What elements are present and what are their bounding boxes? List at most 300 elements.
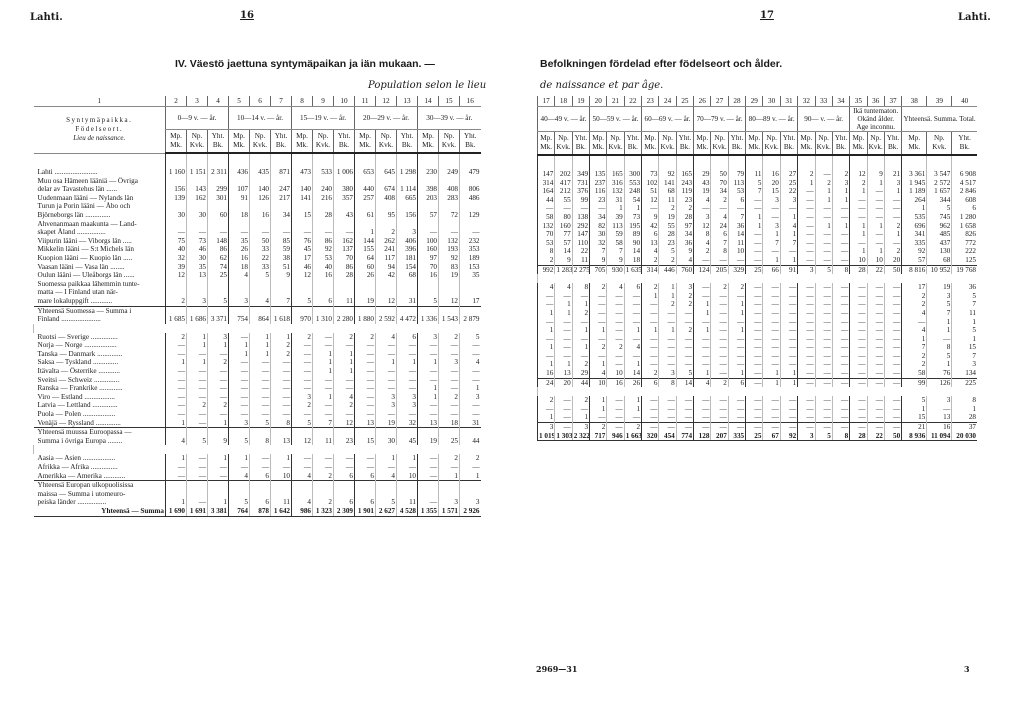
table-row <box>538 300 978 309</box>
table-cell: 7 <box>746 187 763 196</box>
table-row <box>34 333 481 342</box>
table-cell: 353 <box>460 245 481 254</box>
table-cell: 3 <box>676 283 693 292</box>
table-cell: 1 <box>659 326 676 335</box>
table-cell: 12 <box>694 222 711 231</box>
table-cell: — <box>867 326 884 335</box>
table-row <box>538 318 978 327</box>
column-number: 15 <box>439 96 460 107</box>
table-cell: — <box>250 367 271 376</box>
table-cell: 2 592 <box>376 306 397 324</box>
table-cell: — <box>659 360 676 369</box>
table-cell: 29 <box>694 155 711 179</box>
table-cell: 19 <box>376 419 397 428</box>
table-cell: 2 <box>572 396 589 405</box>
table-cell: 46 <box>187 245 208 254</box>
table-cell: — <box>166 401 187 410</box>
table-cell: 2 <box>313 472 334 481</box>
table-cell: — <box>659 309 676 318</box>
table-cell: — <box>850 300 867 309</box>
table-cell: — <box>397 384 418 393</box>
table-cell: 11 <box>952 309 977 318</box>
table-cell: 5 <box>927 300 952 309</box>
table-cell: 864 <box>250 306 271 324</box>
table-cell: 13 <box>555 369 572 378</box>
table-cell: 39 <box>166 263 187 272</box>
table-cell: 8 <box>927 343 952 352</box>
stub-label-fi: Syntymäpaikka. <box>66 116 133 125</box>
table-cell: 247 <box>271 177 292 194</box>
table-cell: 1 <box>166 358 187 367</box>
table-cell: 53 <box>728 187 745 196</box>
table-cell: — <box>376 384 397 393</box>
table-cell: 1 <box>746 222 763 231</box>
table-cell: 16 <box>763 155 780 179</box>
column-number: 37 <box>884 96 901 107</box>
table-cell: 5 <box>902 396 927 405</box>
table-cell: — <box>676 309 693 318</box>
table-cell: 3 <box>884 179 901 188</box>
table-cell: — <box>355 393 376 402</box>
table-cell: — <box>850 352 867 361</box>
table-cell: 33 <box>250 263 271 272</box>
row-label: Venäjä — Ryssland .............. <box>37 418 121 427</box>
table-cell: 28 <box>676 213 693 222</box>
table-cell: 25 <box>780 179 797 188</box>
table-cell: 2 <box>676 300 693 309</box>
table-cell: 3 <box>694 213 711 222</box>
table-cell: — <box>642 396 659 405</box>
table-cell: — <box>271 220 292 237</box>
table-cell: 76 <box>292 237 313 246</box>
table-row <box>34 358 481 367</box>
table-cell: 26 <box>355 271 376 280</box>
spacer-cell <box>34 445 481 454</box>
table-cell: 36 <box>676 239 693 248</box>
table-cell: 2 <box>187 401 208 410</box>
table-cell: 3 <box>376 393 397 402</box>
table-cell: 645 <box>376 153 397 177</box>
age-group-header: Yhteensä. Summa. Total. <box>902 107 977 132</box>
table-cell: 16 <box>229 254 250 263</box>
sheet-number: 3 <box>964 664 970 674</box>
table-cell: — <box>694 405 711 414</box>
table-cell: 99 <box>902 378 927 387</box>
table-row <box>538 292 978 301</box>
table-cell: — <box>711 405 728 414</box>
table-cell: 46 <box>292 263 313 272</box>
table-cell: 329 <box>728 265 745 274</box>
table-cell: 203 <box>418 194 439 203</box>
table-cell: 58 <box>538 213 555 222</box>
table-cell: 300 <box>624 155 641 179</box>
table-cell: — <box>590 300 607 309</box>
row-label: Mikkelin lääni — S:t Michels län <box>37 245 134 254</box>
table-cell: 4 <box>166 428 187 446</box>
table-cell: 7 <box>711 239 728 248</box>
table-row <box>34 306 481 324</box>
table-cell: — <box>832 309 849 318</box>
table-cell: 4 <box>902 309 927 318</box>
table-cell: — <box>884 405 901 414</box>
table-cell: 10 <box>590 378 607 387</box>
table-cell: — <box>538 318 555 327</box>
table-cell: 1 114 <box>397 177 418 194</box>
table-cell: — <box>271 401 292 410</box>
table-cell: 25 <box>208 271 229 280</box>
table-cell: — <box>815 292 832 301</box>
table-cell: — <box>418 367 439 376</box>
table-cell: 3 <box>659 369 676 378</box>
table-cell: — <box>798 196 815 205</box>
table-cell: — <box>572 318 589 327</box>
table-cell: 745 <box>927 213 952 222</box>
table-cell: — <box>815 256 832 265</box>
table-cell: — <box>728 352 745 361</box>
column-number: 5 <box>229 96 250 107</box>
table-cell: — <box>607 309 624 318</box>
table-cell: 1 298 <box>397 153 418 177</box>
table-row <box>538 309 978 318</box>
table-cell: — <box>460 376 481 385</box>
column-number: 7 <box>271 96 292 107</box>
table-cell: 16 <box>607 378 624 387</box>
table-cell: 1 <box>642 326 659 335</box>
table-cell: 156 <box>166 177 187 194</box>
table-cell: 34 <box>590 213 607 222</box>
table-cell: — <box>250 401 271 410</box>
table-row <box>34 481 481 507</box>
table-cell: — <box>166 472 187 481</box>
table-cell: 1 <box>607 204 624 213</box>
table-cell: — <box>746 256 763 265</box>
table-cell: 35 <box>229 237 250 246</box>
table-cell: — <box>850 396 867 405</box>
table-cell: — <box>884 213 901 222</box>
table-cell: 6 <box>355 472 376 481</box>
table-cell: 1 <box>850 247 867 256</box>
table-cell: 1 <box>250 350 271 359</box>
table-cell: — <box>746 396 763 405</box>
table-cell: — <box>832 343 849 352</box>
table-cell: 129 <box>460 202 481 219</box>
table-cell: 6 <box>952 204 977 213</box>
table-cell: 132 <box>607 187 624 196</box>
row-label: Kuopion lääni — Kuopio län ..... <box>37 253 133 262</box>
table-cell: 92 <box>780 432 797 441</box>
table-cell: 12 <box>166 271 187 280</box>
table-cell: 32 <box>397 419 418 428</box>
table-cell: — <box>229 333 250 342</box>
table-cell: 110 <box>572 239 589 248</box>
table-cell: 3 361 <box>902 155 927 179</box>
table-cell: — <box>884 196 901 205</box>
table-cell: 28 <box>850 432 867 441</box>
table-cell: — <box>832 360 849 369</box>
table-cell: — <box>728 256 745 265</box>
table-row <box>34 401 481 410</box>
table-cell: — <box>642 318 659 327</box>
table-cell: 141 <box>292 194 313 203</box>
table-cell: — <box>659 335 676 344</box>
table-row <box>538 187 978 196</box>
sex-header: Np. Kvk. <box>187 130 208 154</box>
table-cell: 107 <box>229 177 250 194</box>
table-cell: — <box>187 454 208 463</box>
table-cell: 8 <box>659 378 676 387</box>
table-cell: — <box>746 343 763 352</box>
table-cell: 2 <box>439 454 460 463</box>
table-cell: 1 <box>780 256 797 265</box>
row-label: Tanska — Danmark .............. <box>37 349 123 358</box>
table-cell: 1 543 <box>439 306 460 324</box>
table-cell: 11 <box>659 196 676 205</box>
table-cell: — <box>746 318 763 327</box>
table-cell: — <box>229 410 250 419</box>
table-cell: 9 <box>555 256 572 265</box>
table-cell: — <box>850 213 867 222</box>
table-cell: — <box>798 318 815 327</box>
table-cell: — <box>798 239 815 248</box>
table-cell: 7 <box>952 300 977 309</box>
table-cell: — <box>292 367 313 376</box>
row-label: Turun ja Porin lääni — Åbo och Björneborgs län .............. <box>37 202 131 219</box>
table-cell: — <box>460 463 481 472</box>
table-cell: 165 <box>676 155 693 179</box>
table-cell: 3 <box>927 292 952 301</box>
table-cell: — <box>728 396 745 405</box>
table-row <box>34 367 481 376</box>
table-cell: 283 <box>439 194 460 203</box>
table-cell: — <box>555 335 572 344</box>
table-cell: — <box>624 309 641 318</box>
table-cell: — <box>229 463 250 472</box>
table-cell: 165 <box>607 155 624 179</box>
table-cell: — <box>746 405 763 414</box>
table-cell: — <box>397 341 418 350</box>
table-cell: — <box>376 410 397 419</box>
table-cell: 1 <box>763 230 780 239</box>
table-cell: 5 <box>229 481 250 507</box>
table-cell: — <box>780 423 797 432</box>
table-cell: — <box>418 463 439 472</box>
table-cell: 3 <box>397 220 418 237</box>
table-cell: 8 <box>538 247 555 256</box>
table-cell: 1 <box>728 369 745 378</box>
table-cell: 26 <box>624 378 641 387</box>
column-number: 32 <box>798 96 815 107</box>
table-cell: 11 <box>572 256 589 265</box>
table-cell: — <box>867 213 884 222</box>
table-cell: 930 <box>607 265 624 274</box>
table-cell: 2 <box>676 326 693 335</box>
table-cell: 5 <box>952 326 977 335</box>
table-cell: 1 663 <box>625 431 642 440</box>
table-cell: 29 <box>572 369 589 378</box>
table-cell: — <box>313 401 334 410</box>
table-cell: 320 <box>642 432 659 441</box>
table-cell: 2 <box>815 179 832 188</box>
table-cell: 1 <box>334 350 355 359</box>
table-cell: 1 <box>555 309 572 318</box>
table-cell: — <box>763 300 780 309</box>
column-number: 18 <box>555 96 572 107</box>
table-row <box>34 263 481 272</box>
table-cell: 717 <box>590 432 607 441</box>
table-cell: — <box>292 454 313 463</box>
table-cell: 1 <box>884 230 901 239</box>
table-cell: 1 <box>208 341 229 350</box>
table-cell: — <box>313 220 334 237</box>
table-cell: 70 <box>711 179 728 188</box>
table-cell: — <box>884 300 901 309</box>
table-cell: — <box>607 352 624 361</box>
table-cell: 7 <box>763 239 780 248</box>
sex-header: Yht. Bk. <box>208 130 229 154</box>
table-cell: — <box>694 396 711 405</box>
table-cell: — <box>250 410 271 419</box>
table-cell: — <box>884 292 901 301</box>
table-cell: 13 <box>271 428 292 446</box>
column-number: 28 <box>728 96 745 107</box>
table-cell: 1 <box>555 360 572 369</box>
table-cell: 61 <box>355 202 376 219</box>
table-cell: 6 <box>624 283 641 292</box>
table-cell: — <box>780 318 797 327</box>
table-cell: 19 <box>694 187 711 196</box>
table-cell: 137 <box>334 245 355 254</box>
table-cell: 774 <box>676 432 693 441</box>
table-row <box>538 213 978 222</box>
table-cell: 44 <box>538 196 555 205</box>
table-cell: — <box>229 393 250 402</box>
table-cell: — <box>607 405 624 414</box>
table-cell: 7 <box>728 213 745 222</box>
table-cell: — <box>439 350 460 359</box>
column-number: 36 <box>867 96 884 107</box>
column-number-row <box>538 96 978 107</box>
table-cell: 135 <box>590 155 607 179</box>
table-cell: 2 <box>538 396 555 405</box>
table-cell: — <box>292 341 313 350</box>
table-cell: — <box>798 283 815 292</box>
table-cell: 43 <box>334 202 355 219</box>
column-number: 3 <box>187 96 208 107</box>
table-cell: 1 <box>418 384 439 393</box>
column-number: 35 <box>850 96 867 107</box>
table-cell: 25 <box>746 432 763 441</box>
sex-header: Yht. Bk. <box>728 132 745 156</box>
table-cell: 59 <box>607 230 624 239</box>
table-cell: — <box>884 369 901 378</box>
table-cell: — <box>313 333 334 342</box>
table-cell: 13 <box>418 419 439 428</box>
table-cell: 153 <box>460 263 481 272</box>
table-cell: — <box>334 220 355 237</box>
table-cell: 85 <box>271 237 292 246</box>
table-cell: — <box>780 360 797 369</box>
table-cell: — <box>439 401 460 410</box>
table-cell: 486 <box>460 194 481 203</box>
table-cell: 1 <box>815 222 832 231</box>
table-cell: 102 <box>642 179 659 188</box>
table-cell: — <box>815 239 832 248</box>
title-finnish: IV. Väestö jaettuna syntymäpaikan ja iän mukaan. — <box>175 58 435 70</box>
table-cell: 6 <box>642 378 659 387</box>
table-row <box>538 196 978 205</box>
table-cell: 23 <box>334 428 355 446</box>
table-cell: 86 <box>208 245 229 254</box>
table-cell: 1 <box>659 292 676 301</box>
table-cell: — <box>659 343 676 352</box>
table-cell: 11 <box>746 155 763 179</box>
table-cell: 5 <box>659 247 676 256</box>
row-label: Lahti ........................ <box>37 168 98 176</box>
table-cell: — <box>798 326 815 335</box>
table-cell: — <box>659 396 676 405</box>
table-cell: — <box>439 341 460 350</box>
table-row <box>538 204 978 213</box>
table-cell: 1 <box>590 396 607 405</box>
sex-header: Np. Kvk. <box>763 132 780 156</box>
table-cell: 2 <box>694 247 711 256</box>
table-row <box>34 410 481 419</box>
table-cell: — <box>538 204 555 213</box>
row-label: Norja — Norge .................. <box>37 341 117 350</box>
table-cell: 406 <box>397 237 418 246</box>
row-label: Sveitsi — Schweiz .............. <box>37 375 120 384</box>
table-cell: 162 <box>334 237 355 246</box>
table-cell: — <box>676 405 693 414</box>
table-cell: 1 658 <box>952 222 977 231</box>
table-cell: 124 <box>694 265 711 274</box>
table-cell: — <box>850 378 867 387</box>
left-page-number: 16 <box>240 10 254 21</box>
table-cell: 3 <box>798 432 815 441</box>
table-cell: — <box>850 283 867 292</box>
table-cell: — <box>555 405 572 414</box>
table-row <box>34 280 481 306</box>
table-cell: 28 <box>313 202 334 219</box>
table-cell: — <box>832 239 849 248</box>
table-cell: 992 <box>538 265 555 274</box>
table-row <box>34 254 481 263</box>
table-cell: 479 <box>460 153 481 177</box>
sex-header: Mp. Mk. <box>166 130 187 154</box>
table-cell: 2 <box>208 401 229 410</box>
table-cell: — <box>867 352 884 361</box>
table-cell: — <box>313 454 334 463</box>
table-cell: 1 <box>538 309 555 318</box>
table-cell: 92 <box>313 245 334 254</box>
table-cell: — <box>376 463 397 472</box>
table-row <box>538 247 978 256</box>
table-cell: 2 322 <box>573 431 590 440</box>
table-cell: 4 <box>590 369 607 378</box>
table-cell: 50 <box>884 265 901 274</box>
table-cell: — <box>746 230 763 239</box>
table-cell: — <box>884 352 901 361</box>
table-cell: — <box>624 300 641 309</box>
table-cell: 3 <box>952 360 977 369</box>
table-cell: 3 <box>397 393 418 402</box>
table-cell: 1 280 <box>952 213 977 222</box>
table-cell: 232 <box>460 237 481 246</box>
table-cell: 25 <box>439 428 460 446</box>
table-cell: — <box>187 220 208 237</box>
table-cell: — <box>624 335 641 344</box>
table-cell: 119 <box>676 187 693 196</box>
